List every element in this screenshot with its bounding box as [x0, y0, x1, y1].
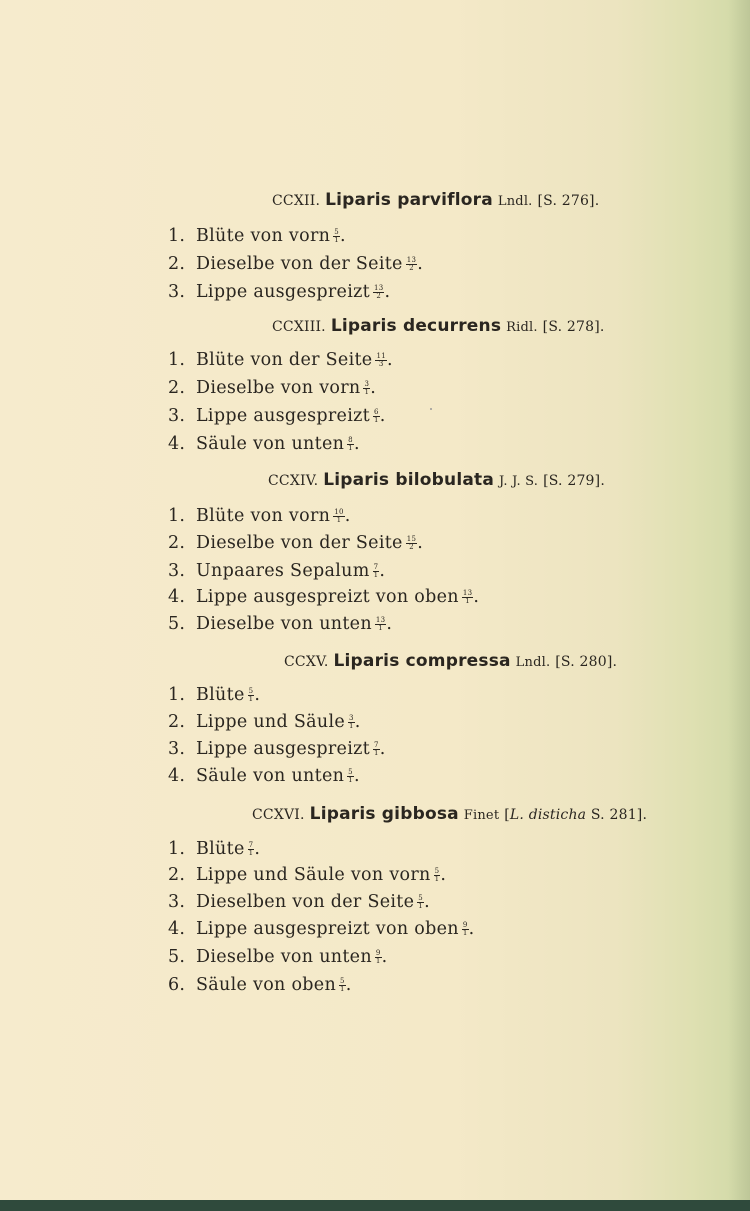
magnification-fraction: $\frac{11}{3}$	[376, 352, 386, 368]
magnification-fraction: $\frac{5}{1}$	[334, 228, 339, 244]
list-item: 1. Blüte von vorn $\frac{5}{1}$ .	[168, 226, 346, 246]
list-item: 2. Dieselbe von der Seite $\frac{15}{2}$ .	[168, 533, 424, 553]
author-abbrev: Lndl.	[497, 194, 533, 209]
page-reference: [S. 279].	[543, 473, 605, 489]
list-item: 3. Unpaares Sepalum $\frac{7}{1}$ .	[168, 561, 386, 581]
list-item: 4. Lippe ausgespreizt von oben $\frac{9}{1}$ .	[168, 919, 475, 939]
author-abbrev: Finet	[463, 808, 500, 823]
author-abbrev: J. J. S.	[499, 474, 539, 489]
list-item: 4. Säule von unten $\frac{5}{1}$ .	[168, 766, 360, 786]
plate-number: CCXV.	[284, 654, 329, 670]
list-item: 1. Blüte $\frac{7}{1}$ .	[168, 839, 261, 859]
list-item: 2. Dieselbe von der Seite $\frac{13}{2}$ .	[168, 254, 424, 274]
list-item: 5. Dieselbe von unten $\frac{13}{1}$ .	[168, 614, 393, 634]
list-item: 4. Säule von unten $\frac{8}{1}$ .	[168, 434, 360, 454]
magnification-fraction: $\frac{5}{1}$	[340, 977, 345, 993]
magnification-fraction: $\frac{7}{1}$	[248, 841, 254, 857]
section-heading	[268, 470, 605, 490]
list-item: 4. Lippe ausgespreizt von oben $\frac{13}{1}$ .	[168, 587, 480, 607]
magnification-fraction: $\frac{10}{1}$	[334, 508, 344, 524]
page-reference: [S. 276].	[537, 193, 600, 209]
author-abbrev: Ridl.	[506, 320, 538, 335]
magnification-fraction: $\frac{6}{1}$	[373, 408, 379, 424]
magnification-fraction: $\frac{3}{1}$	[364, 380, 370, 396]
magnification-fraction: $\frac{5}{1}$	[418, 894, 424, 910]
print-speck	[430, 408, 432, 410]
magnification-fraction: $\frac{7}{1}$	[373, 741, 379, 757]
list-item: 1. Blüte von vorn $\frac{10}{1}$ .	[168, 506, 351, 526]
list-item: 3. Lippe ausgespreizt $\frac{7}{1}$ .	[168, 739, 386, 759]
list-item: 6. Säule von oben $\frac{5}{1}$ .	[168, 975, 352, 995]
species-name: Liparis decurrens	[330, 316, 502, 336]
magnification-fraction: $\frac{5}{1}$	[248, 687, 254, 703]
list-item: 1. Blüte $\frac{5}{1}$ .	[168, 685, 261, 705]
list-item: 2. Lippe und Säule von vorn $\frac{5}{1}$ .	[168, 865, 447, 885]
section-heading	[284, 651, 617, 671]
magnification-fraction: $\frac{8}{1}$	[348, 436, 353, 452]
magnification-fraction: $\frac{13}{2}$	[373, 284, 384, 300]
list-item: 3. Dieselben von der Seite $\frac{5}{1}$ .	[168, 892, 430, 912]
magnification-fraction: $\frac{15}{2}$	[406, 535, 417, 551]
magnification-fraction: $\frac{13}{2}$	[406, 256, 417, 272]
section-heading	[252, 804, 647, 824]
magnification-fraction: $\frac{9}{1}$	[462, 921, 468, 937]
plate-number: CCXIV.	[268, 473, 319, 489]
magnification-fraction: $\frac{7}{1}$	[373, 563, 379, 579]
species-name: Liparis gibbosa	[309, 804, 459, 824]
section-heading	[272, 190, 599, 210]
magnification-fraction: $\frac{13}{1}$	[375, 616, 386, 632]
species-name: Liparis compressa	[333, 651, 511, 671]
magnification-fraction: $\frac{3}{1}$	[349, 714, 354, 730]
author-abbrev: Lndl.	[515, 655, 551, 670]
list-item: 3. Lippe ausgespreizt $\frac{6}{1}$ .	[168, 406, 386, 426]
list-item: 2. Dieselbe von vorn $\frac{3}{1}$ .	[168, 378, 377, 398]
page-reference: [S. 278].	[542, 319, 605, 335]
plate-number: CCXIII.	[272, 319, 326, 335]
plate-number: CCXII.	[272, 193, 321, 209]
section-heading	[272, 316, 605, 336]
page-reference: [S. 280].	[555, 654, 618, 670]
species-name: Liparis parviflora	[325, 190, 493, 210]
magnification-fraction: $\frac{5}{1}$	[434, 867, 440, 883]
list-item: 2. Lippe und Säule $\frac{3}{1}$ .	[168, 712, 361, 732]
list-item: 1. Blüte von der Seite $\frac{11}{3}$ .	[168, 350, 393, 370]
list-item: 3. Lippe ausgespreizt $\frac{13}{2}$ .	[168, 282, 391, 302]
magnification-fraction: $\frac{13}{1}$	[462, 589, 473, 605]
magnification-fraction: $\frac{5}{1}$	[348, 768, 353, 784]
plate-number: CCXVI.	[252, 807, 305, 823]
magnification-fraction: $\frac{9}{1}$	[375, 949, 381, 965]
species-name: Liparis bilobulata	[323, 470, 495, 490]
list-item: 5. Dieselbe von unten $\frac{9}{1}$ .	[168, 947, 388, 967]
page-reference: [L. disticha S. 281].	[504, 807, 648, 823]
